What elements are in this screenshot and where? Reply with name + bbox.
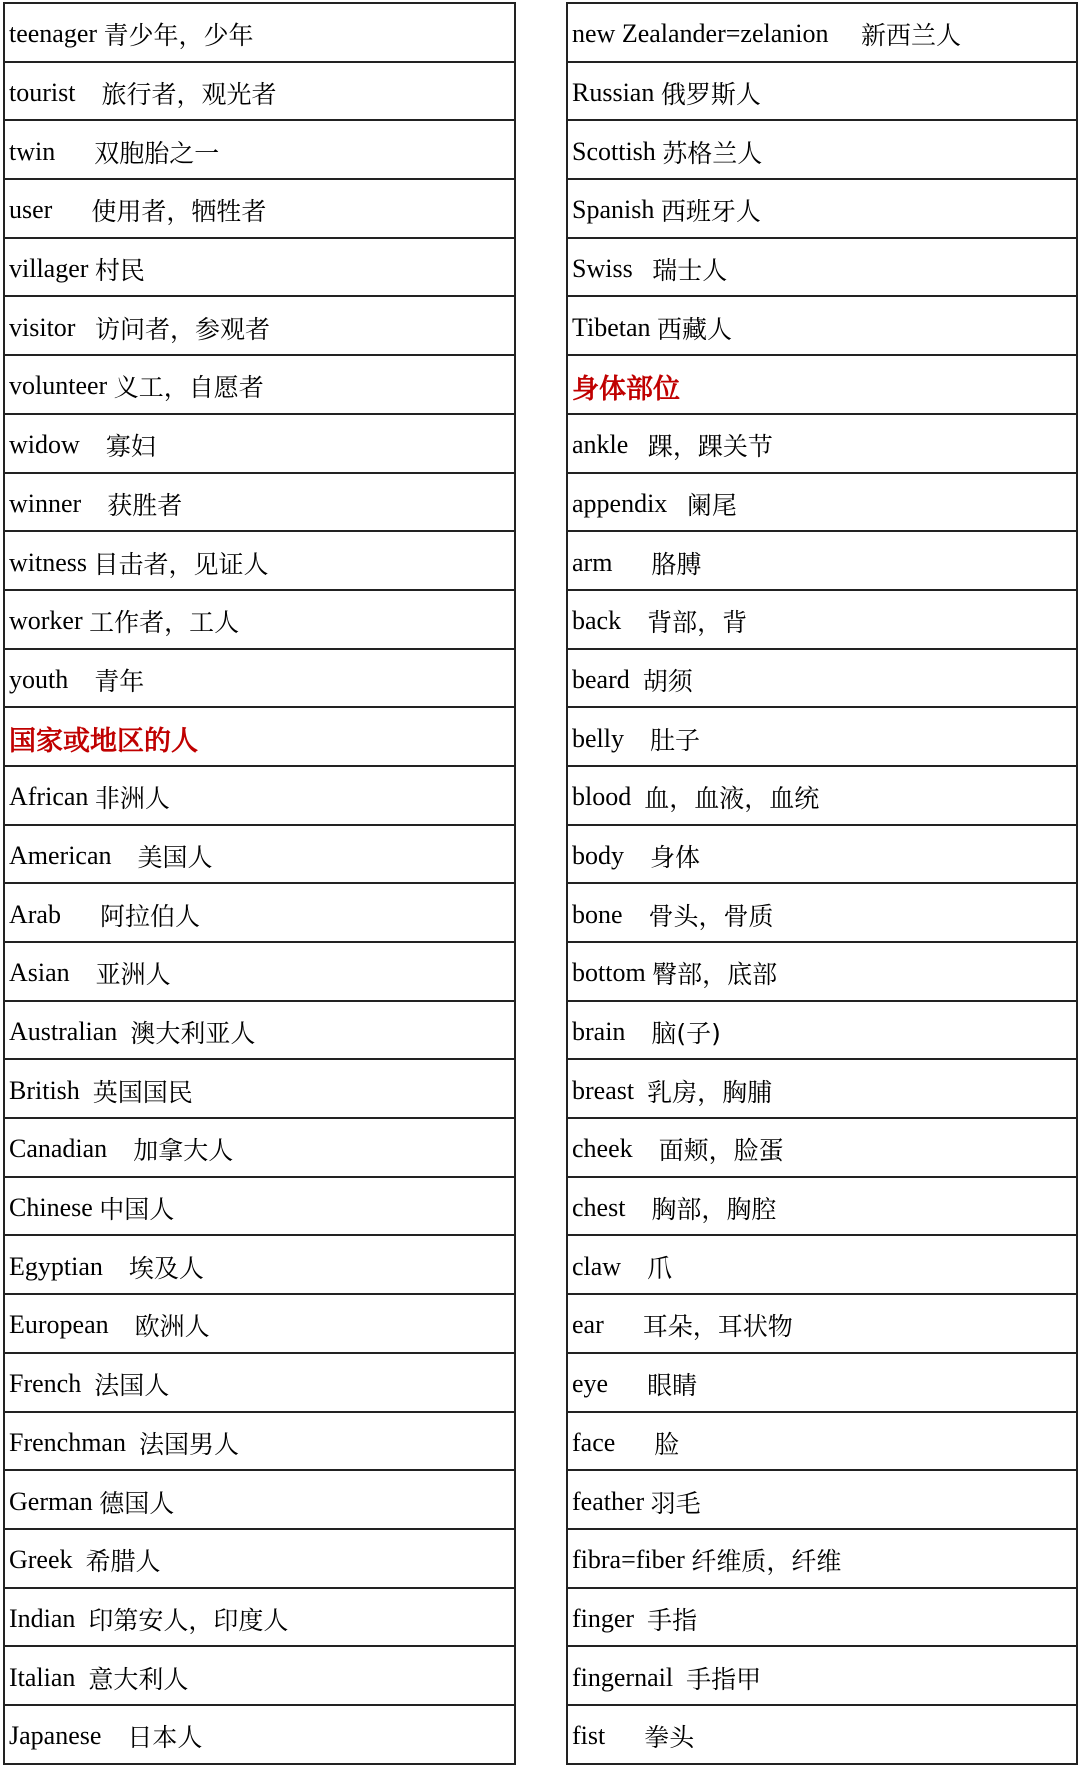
chinese-meaning: 获胜者 [107,490,183,520]
vocabulary-row [5,1060,514,1119]
english-word: winner [9,488,108,518]
english-word: Chinese [9,1193,100,1223]
vocabulary-row [568,650,1076,709]
chinese-meaning: 澳大利亚人 [130,1019,256,1049]
chinese-meaning: 村民 [94,256,145,286]
vocabulary-row [5,4,514,63]
chinese-meaning: 法国男人 [138,1429,239,1459]
chinese-meaning: 阿拉伯人 [99,901,200,931]
english-word: African [9,782,95,812]
chinese-meaning: 意大利人 [88,1664,189,1694]
vocabulary-row [568,767,1076,826]
english-word: fibra=fiber [572,1545,692,1575]
english-word: witness [9,547,94,577]
english-word: Canadian [9,1134,134,1164]
chinese-meaning: 身体 [650,842,701,872]
english-word: twin [9,136,95,166]
chinese-meaning: 拳头 [644,1723,695,1753]
chinese-meaning: 青少年，少年 [103,21,254,51]
vocabulary-row [5,63,514,122]
english-word: Spanish [572,195,661,225]
vocabulary-row [5,180,514,239]
vocabulary-row [5,1002,514,1061]
english-word: Tibetan [572,312,657,342]
english-word: claw [572,1251,648,1281]
chinese-meaning: 日本人 [127,1723,203,1753]
vocabulary-row [5,532,514,591]
english-word: eye [572,1369,648,1399]
english-word: villager [9,254,95,284]
chinese-meaning: 义工，自愿者 [113,373,264,403]
english-word: British [9,1075,93,1105]
english-word: tourist [9,78,102,108]
english-word: bottom [572,958,653,988]
chinese-meaning: 脑(子) [651,1019,721,1049]
english-word: Swiss [572,254,653,284]
vocabulary-row [568,121,1076,180]
vocabulary-row [568,1354,1076,1413]
vocabulary-row [568,708,1076,767]
english-word: breast [572,1075,648,1105]
vocabulary-row [5,591,514,650]
chinese-meaning: 希腊人 [85,1547,161,1577]
english-word: blood [572,782,645,812]
chinese-meaning: 肚子 [650,725,701,755]
vocabulary-row [568,1706,1076,1765]
vocabulary-row [568,415,1076,474]
section-heading-text: 国家或地区的人 [9,726,198,758]
vocabulary-row [568,4,1076,63]
chinese-meaning: 欧洲人 [134,1312,210,1342]
english-word: chest [572,1193,652,1223]
vocabulary-row [568,297,1076,356]
vocabulary-row [5,650,514,709]
vocabulary-row [568,1236,1076,1295]
english-word: beard [572,664,643,694]
chinese-meaning: 寡妇 [105,432,156,462]
english-word: brain [572,1017,652,1047]
english-word: Egyptian [9,1251,129,1281]
chinese-meaning: 非洲人 [94,784,170,814]
vocabulary-row [5,474,514,533]
chinese-meaning: 法国人 [94,1371,170,1401]
vocabulary-row [568,1119,1076,1178]
vocabulary-row [568,943,1076,1002]
vocabulary-row [568,1589,1076,1648]
chinese-meaning: 英国国民 [92,1077,193,1107]
english-word: bone [572,899,649,929]
english-word: German [9,1486,100,1516]
english-word: volunteer [9,371,114,401]
chinese-meaning: 羽毛 [650,1488,701,1518]
chinese-meaning: 胸部，胸腔 [651,1195,777,1225]
chinese-meaning: 加拿大人 [133,1136,234,1166]
section-heading-row [5,708,514,767]
english-word: back [572,606,648,636]
chinese-meaning: 踝，踝关节 [647,432,773,462]
english-word: fingernail [572,1662,687,1692]
chinese-meaning: 西藏人 [657,314,733,344]
vocabulary-row [5,1413,514,1472]
vocabulary-row [5,415,514,474]
chinese-meaning: 骨头，骨质 [648,901,774,931]
english-word: European [9,1310,135,1340]
vocabulary-row [568,532,1076,591]
chinese-meaning: 旅行者，观光者 [101,80,277,110]
chinese-meaning: 双胞胎之一 [94,138,220,168]
vocabulary-row [568,1413,1076,1472]
vocabulary-row [568,474,1076,533]
english-word: Greek [9,1545,86,1575]
vocabulary-row [568,884,1076,943]
chinese-meaning: 背部，背 [647,608,748,638]
english-word: teenager [9,19,104,49]
english-word: arm [572,547,652,577]
vocabulary-row [5,884,514,943]
section-heading-row [568,356,1076,415]
chinese-meaning: 西班牙人 [660,197,761,227]
english-word: Arab [9,899,100,929]
vocabulary-row [5,1706,514,1765]
vocabulary-row [5,297,514,356]
english-word: youth [9,664,95,694]
vocabulary-row [568,1002,1076,1061]
chinese-meaning: 脸 [654,1429,680,1459]
chinese-meaning: 乳房，胸脯 [647,1077,773,1107]
chinese-meaning: 工作者，工人 [89,608,240,638]
left-vocabulary-table [3,2,516,1765]
vocabulary-row [5,1119,514,1178]
chinese-meaning: 纤维质，纤维 [691,1547,842,1577]
chinese-meaning: 青年 [94,666,145,696]
english-word: worker [9,606,90,636]
chinese-meaning: 手指甲 [686,1664,762,1694]
chinese-meaning: 眼睛 [647,1371,698,1401]
english-word: French [9,1369,95,1399]
vocabulary-row [568,239,1076,298]
chinese-meaning: 胡须 [642,666,693,696]
english-word: Russian [572,78,661,108]
vocabulary-row [568,1178,1076,1237]
vocabulary-row [5,1647,514,1706]
chinese-meaning: 访问者，参观者 [94,314,270,344]
english-word: finger [572,1603,648,1633]
vocabulary-row [5,1530,514,1589]
english-word: Frenchman [9,1427,139,1457]
vocabulary-row [5,767,514,826]
chinese-meaning: 耳朵，耳状物 [642,1312,793,1342]
vocabulary-row [5,826,514,885]
vocabulary-row [5,943,514,1002]
chinese-meaning: 臀部，底部 [652,960,778,990]
chinese-meaning: 埃及人 [128,1253,204,1283]
section-heading-text: 身体部位 [572,373,680,405]
chinese-meaning: 血，血液，血统 [644,784,820,814]
english-word: body [572,840,650,870]
english-word: belly [572,723,650,753]
english-word: American [9,840,138,870]
chinese-meaning: 瑞士人 [652,256,728,286]
vocabulary-row [5,1236,514,1295]
right-vocabulary-table [566,2,1078,1765]
english-word: Italian [9,1662,89,1692]
vocabulary-row [568,1471,1076,1530]
english-word: Scottish [572,136,663,166]
vocabulary-row [5,1589,514,1648]
vocabulary-row [568,1530,1076,1589]
vocabulary-row [568,1647,1076,1706]
english-word: new Zealander=zelanion [572,19,861,49]
chinese-meaning: 印第安人，印度人 [88,1605,289,1635]
english-word: cheek [572,1134,659,1164]
chinese-meaning: 德国人 [99,1488,175,1518]
vocabulary-row [568,180,1076,239]
english-word: ear [572,1310,643,1340]
english-word: Australian [9,1017,131,1047]
vocabulary-row [5,1178,514,1237]
vocabulary-row [5,239,514,298]
chinese-meaning: 亚洲人 [95,960,171,990]
vocabulary-row [5,121,514,180]
english-word: user [9,195,92,225]
chinese-meaning: 美国人 [137,842,213,872]
english-word: Japanese [9,1721,128,1751]
english-word: fist [572,1721,645,1751]
chinese-meaning: 胳膊 [651,549,702,579]
vocabulary-row [568,1060,1076,1119]
english-word: Asian [9,958,96,988]
chinese-meaning: 阑尾 [686,490,737,520]
chinese-meaning: 目击者，见证人 [93,549,269,579]
vocabulary-row [568,63,1076,122]
chinese-meaning: 面颊，脸蛋 [658,1136,784,1166]
english-word: ankle [572,430,648,460]
vocabulary-row [568,826,1076,885]
chinese-meaning: 俄罗斯人 [660,80,761,110]
english-word: Indian [9,1603,89,1633]
vocabulary-row [5,1295,514,1354]
chinese-meaning: 中国人 [99,1195,175,1225]
english-word: feather [572,1486,651,1516]
vocabulary-row [5,1354,514,1413]
english-word: widow [9,430,106,460]
english-word: appendix [572,488,687,518]
chinese-meaning: 爪 [647,1253,673,1283]
chinese-meaning: 手指 [647,1605,698,1635]
chinese-meaning: 苏格兰人 [662,138,763,168]
vocabulary-row [568,591,1076,650]
chinese-meaning: 使用者，牺牲者 [91,197,267,227]
vocabulary-row [568,1295,1076,1354]
english-word: face [572,1427,655,1457]
vocabulary-row [5,356,514,415]
vocabulary-row [5,1471,514,1530]
english-word: visitor [9,312,95,342]
chinese-meaning: 新西兰人 [860,21,961,51]
